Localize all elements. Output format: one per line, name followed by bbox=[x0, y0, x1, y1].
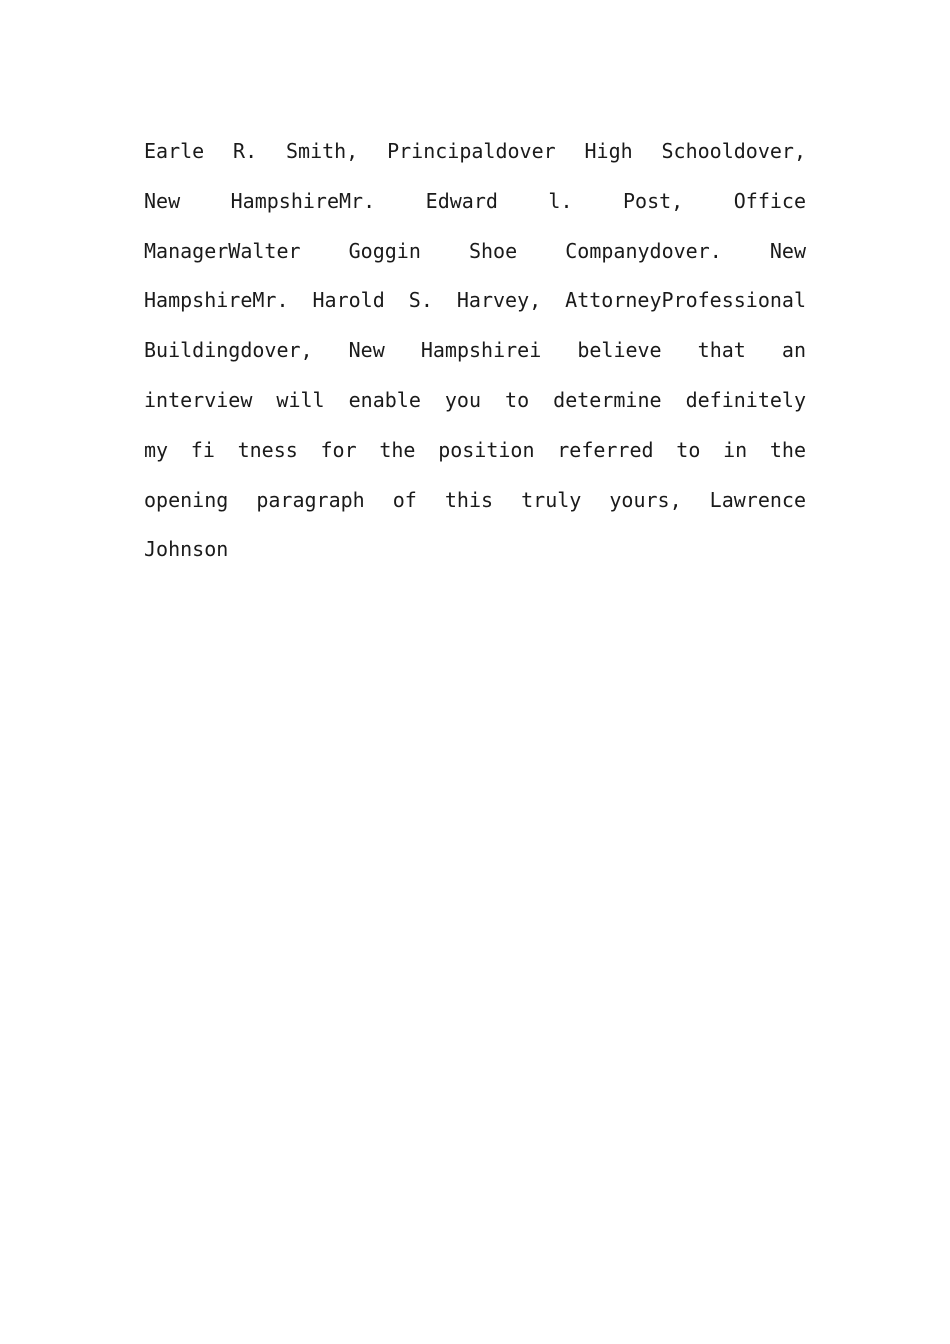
paragraph-line: interview will enable you to determine definitely bbox=[144, 387, 806, 412]
letter-body-paragraph bbox=[144, 127, 806, 575]
paragraph-line: my fi tness for the position referred to in the bbox=[144, 437, 806, 462]
paragraph-line: ManagerWalter Goggin Shoe Companydover. New bbox=[144, 238, 806, 263]
paragraph-line: Earle R. Smith, Principaldover High Schooldover, bbox=[144, 139, 806, 163]
paragraph-line: HampshireMr. Harold S. Harvey, AttorneyProfessional bbox=[144, 288, 806, 313]
paragraph-line: Johnson bbox=[144, 537, 229, 562]
paragraph-line: Buildingdover, New Hampshirei believe that an bbox=[144, 338, 806, 363]
paragraph-line: opening paragraph of this truly yours, Lawrence bbox=[144, 487, 806, 512]
paragraph-line: New HampshireMr. Edward l. Post, Office bbox=[144, 188, 806, 213]
